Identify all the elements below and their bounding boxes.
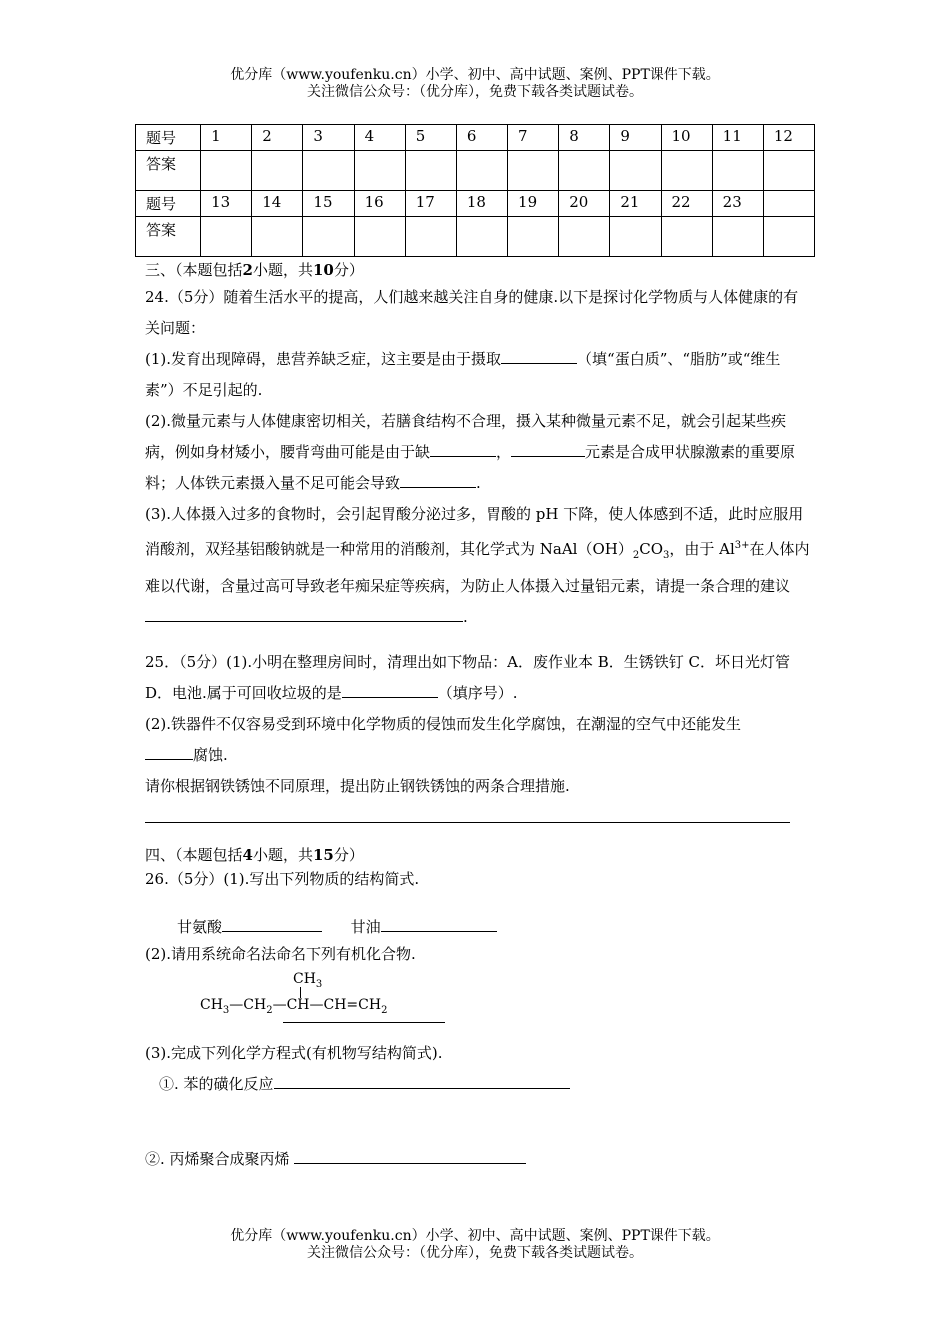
answer-blank[interactable]	[222, 913, 322, 932]
answer-cell[interactable]	[354, 151, 405, 191]
section-3-heading: 三、（本题包括2小题，共10分）	[145, 261, 364, 279]
q26-part-1: 26.（5分）(1).写出下列物质的结构简式.	[145, 870, 420, 888]
table-row-answers-2	[136, 217, 815, 257]
answer-cell[interactable]	[405, 217, 456, 257]
answer-cell[interactable]	[508, 217, 559, 257]
question-number: 20	[559, 191, 610, 217]
answer-cell[interactable]	[252, 217, 303, 257]
answer-blank[interactable]	[430, 438, 496, 457]
question-number: 14	[252, 191, 303, 217]
answer-blank[interactable]	[342, 679, 438, 698]
q24-part-3: (3).人体摄入过多的食物时，会引起胃酸分泌过多，胃酸的 pH 下降，使人体感到不适，此时应服用消酸剂，双羟基铝酸钠就是一种常用的消酸剂，其化学式为 $NaAl(OH)_2CO_3$，由于 $Al^{3+}$在人体内难以代谢，含量过高可导致老年痴呆症等疾病，为防止人体摄入过量铝元素，请提一条合理的建议.	[145, 505, 810, 626]
q26-reaction-2: ②. 丙烯聚合成聚丙烯	[145, 1144, 810, 1175]
answer-cell[interactable]	[559, 151, 610, 191]
answer-cell[interactable]	[252, 151, 303, 191]
question-number: 1	[201, 125, 252, 151]
question-number: 7	[508, 125, 559, 151]
section-4-heading: 四、（本题包括4小题，共15分）	[145, 846, 364, 864]
answer-cell[interactable]	[610, 151, 661, 191]
question-number: 9	[610, 125, 661, 151]
question-number: 6	[456, 125, 507, 151]
answer-line[interactable]	[145, 808, 790, 823]
question-number: 3	[303, 125, 354, 151]
row-label-answer: 答案	[136, 217, 201, 257]
answer-cell[interactable]	[303, 151, 354, 191]
q25-part-2: (2).铁器件不仅容易受到环境中化学物质的侵蚀而发生化学腐蚀，在潮湿的空气中还能发生	[145, 715, 742, 733]
question-number	[763, 191, 814, 217]
header-line-2: 关注微信公众号：（优分库），免费下载各类试题试卷。	[307, 84, 643, 100]
question-number: 22	[661, 191, 712, 217]
question-number: 16	[354, 191, 405, 217]
q26-part-2: (2).请用系统命名法命名下列有机化合物.	[145, 945, 416, 963]
question-number: 15	[303, 191, 354, 217]
q26-part-3: (3).完成下列化学方程式(有机物写结构简式).	[145, 1044, 443, 1062]
answer-cell[interactable]	[405, 151, 456, 191]
question-number: 4	[354, 125, 405, 151]
answer-blank[interactable]	[511, 438, 585, 457]
table-row-numbers-1	[136, 125, 815, 151]
answer-table	[135, 124, 815, 257]
exam-content	[145, 258, 810, 1175]
answer-cell[interactable]	[763, 151, 814, 191]
answer-cell[interactable]	[303, 217, 354, 257]
answer-cell[interactable]	[456, 217, 507, 257]
header-line-1: 优分库（www.youfenku.cn）小学、初中、高中试题、案例、PPT课件下载。	[230, 67, 720, 83]
page-footer	[0, 1228, 950, 1262]
footer-line-2: 关注微信公众号：（优分库），免费下载各类试题试卷。	[307, 1245, 643, 1261]
table-row-answers-1	[136, 151, 815, 191]
answer-cell[interactable]	[559, 217, 610, 257]
question-number: 17	[405, 191, 456, 217]
question-number: 23	[712, 191, 763, 217]
answer-cell[interactable]	[610, 217, 661, 257]
answer-cell[interactable]	[354, 217, 405, 257]
question-number: 18	[456, 191, 507, 217]
q24-part-2: (2).微量元素与人体健康密切相关，若膳食结构不合理，摄入某种微量元素不足，就会引起某些疾病，例如身材矮小，腰背弯曲可能是由于缺 ， 元素是合成甲状腺激素的重要原料；人体铁元素摄入量不足可能会导致 .	[145, 412, 796, 492]
answer-cell[interactable]	[661, 151, 712, 191]
answer-cell[interactable]	[201, 151, 252, 191]
row-label-number: 题号	[136, 191, 201, 217]
question-number: 19	[508, 191, 559, 217]
answer-blank[interactable]	[501, 345, 577, 364]
question-number: 10	[661, 125, 712, 151]
main-chain: $CH_3—CH_2—CH—CH=CH_2$	[200, 997, 388, 1016]
table-row-numbers-2	[136, 191, 815, 217]
answer-line[interactable]	[283, 1022, 445, 1023]
answer-blank[interactable]	[274, 1070, 570, 1089]
answer-cell[interactable]	[763, 217, 814, 257]
answer-cell[interactable]	[201, 217, 252, 257]
answer-cell[interactable]	[712, 151, 763, 191]
q26-structure-blanks: 甘氨酸 甘油	[145, 913, 810, 939]
q26-reaction-1: ①. 苯的磺化反应	[145, 1069, 810, 1100]
question-number: 12	[763, 125, 814, 151]
answer-cell[interactable]	[508, 151, 559, 191]
answer-blank[interactable]	[294, 1145, 526, 1164]
q25-part-1: 25．（5分）(1).小明在整理房间时，清理出如下物品：A．废作业本 B．生锈铁钉 C．坏日光灯管 D．电池.属于可回收垃圾的是 （填序号）.	[145, 653, 791, 702]
methyl-branch: $CH_3$	[293, 971, 323, 990]
q24-part-1: (1).发育出现障碍，患营养缺乏症，这主要是由于摄取 （填“蛋白质”、“脂肪”或“维生素”）不足引起的.	[145, 344, 810, 406]
row-label-answer: 答案	[136, 151, 201, 191]
question-number: 21	[610, 191, 661, 217]
q25-part-3: 腐蚀.	[145, 740, 810, 771]
q24-intro: 24.（5分）随着生活水平的提高，人们越来越关注自身的健康.以下是探讨化学物质与人体健康的有关问题：	[145, 288, 799, 337]
structural-formula	[145, 970, 810, 1038]
answer-cell[interactable]	[456, 151, 507, 191]
question-number: 11	[712, 125, 763, 151]
footer-line-1: 优分库（www.youfenku.cn）小学、初中、高中试题、案例、PPT课件下载。	[230, 1228, 720, 1244]
question-number: 13	[201, 191, 252, 217]
answer-blank[interactable]	[145, 603, 463, 622]
question-number: 8	[559, 125, 610, 151]
answer-blank[interactable]	[400, 469, 476, 488]
answer-cell[interactable]	[661, 217, 712, 257]
page-header	[0, 67, 950, 101]
answer-blank[interactable]	[381, 913, 497, 932]
question-number: 2	[252, 125, 303, 151]
answer-cell[interactable]	[712, 217, 763, 257]
row-label-number: 题号	[136, 125, 201, 151]
question-number: 5	[405, 125, 456, 151]
q25-part-4: 请你根据钢铁锈蚀不同原理，提出防止钢铁锈蚀的两条合理措施.	[145, 777, 570, 795]
answer-blank[interactable]	[145, 741, 193, 760]
